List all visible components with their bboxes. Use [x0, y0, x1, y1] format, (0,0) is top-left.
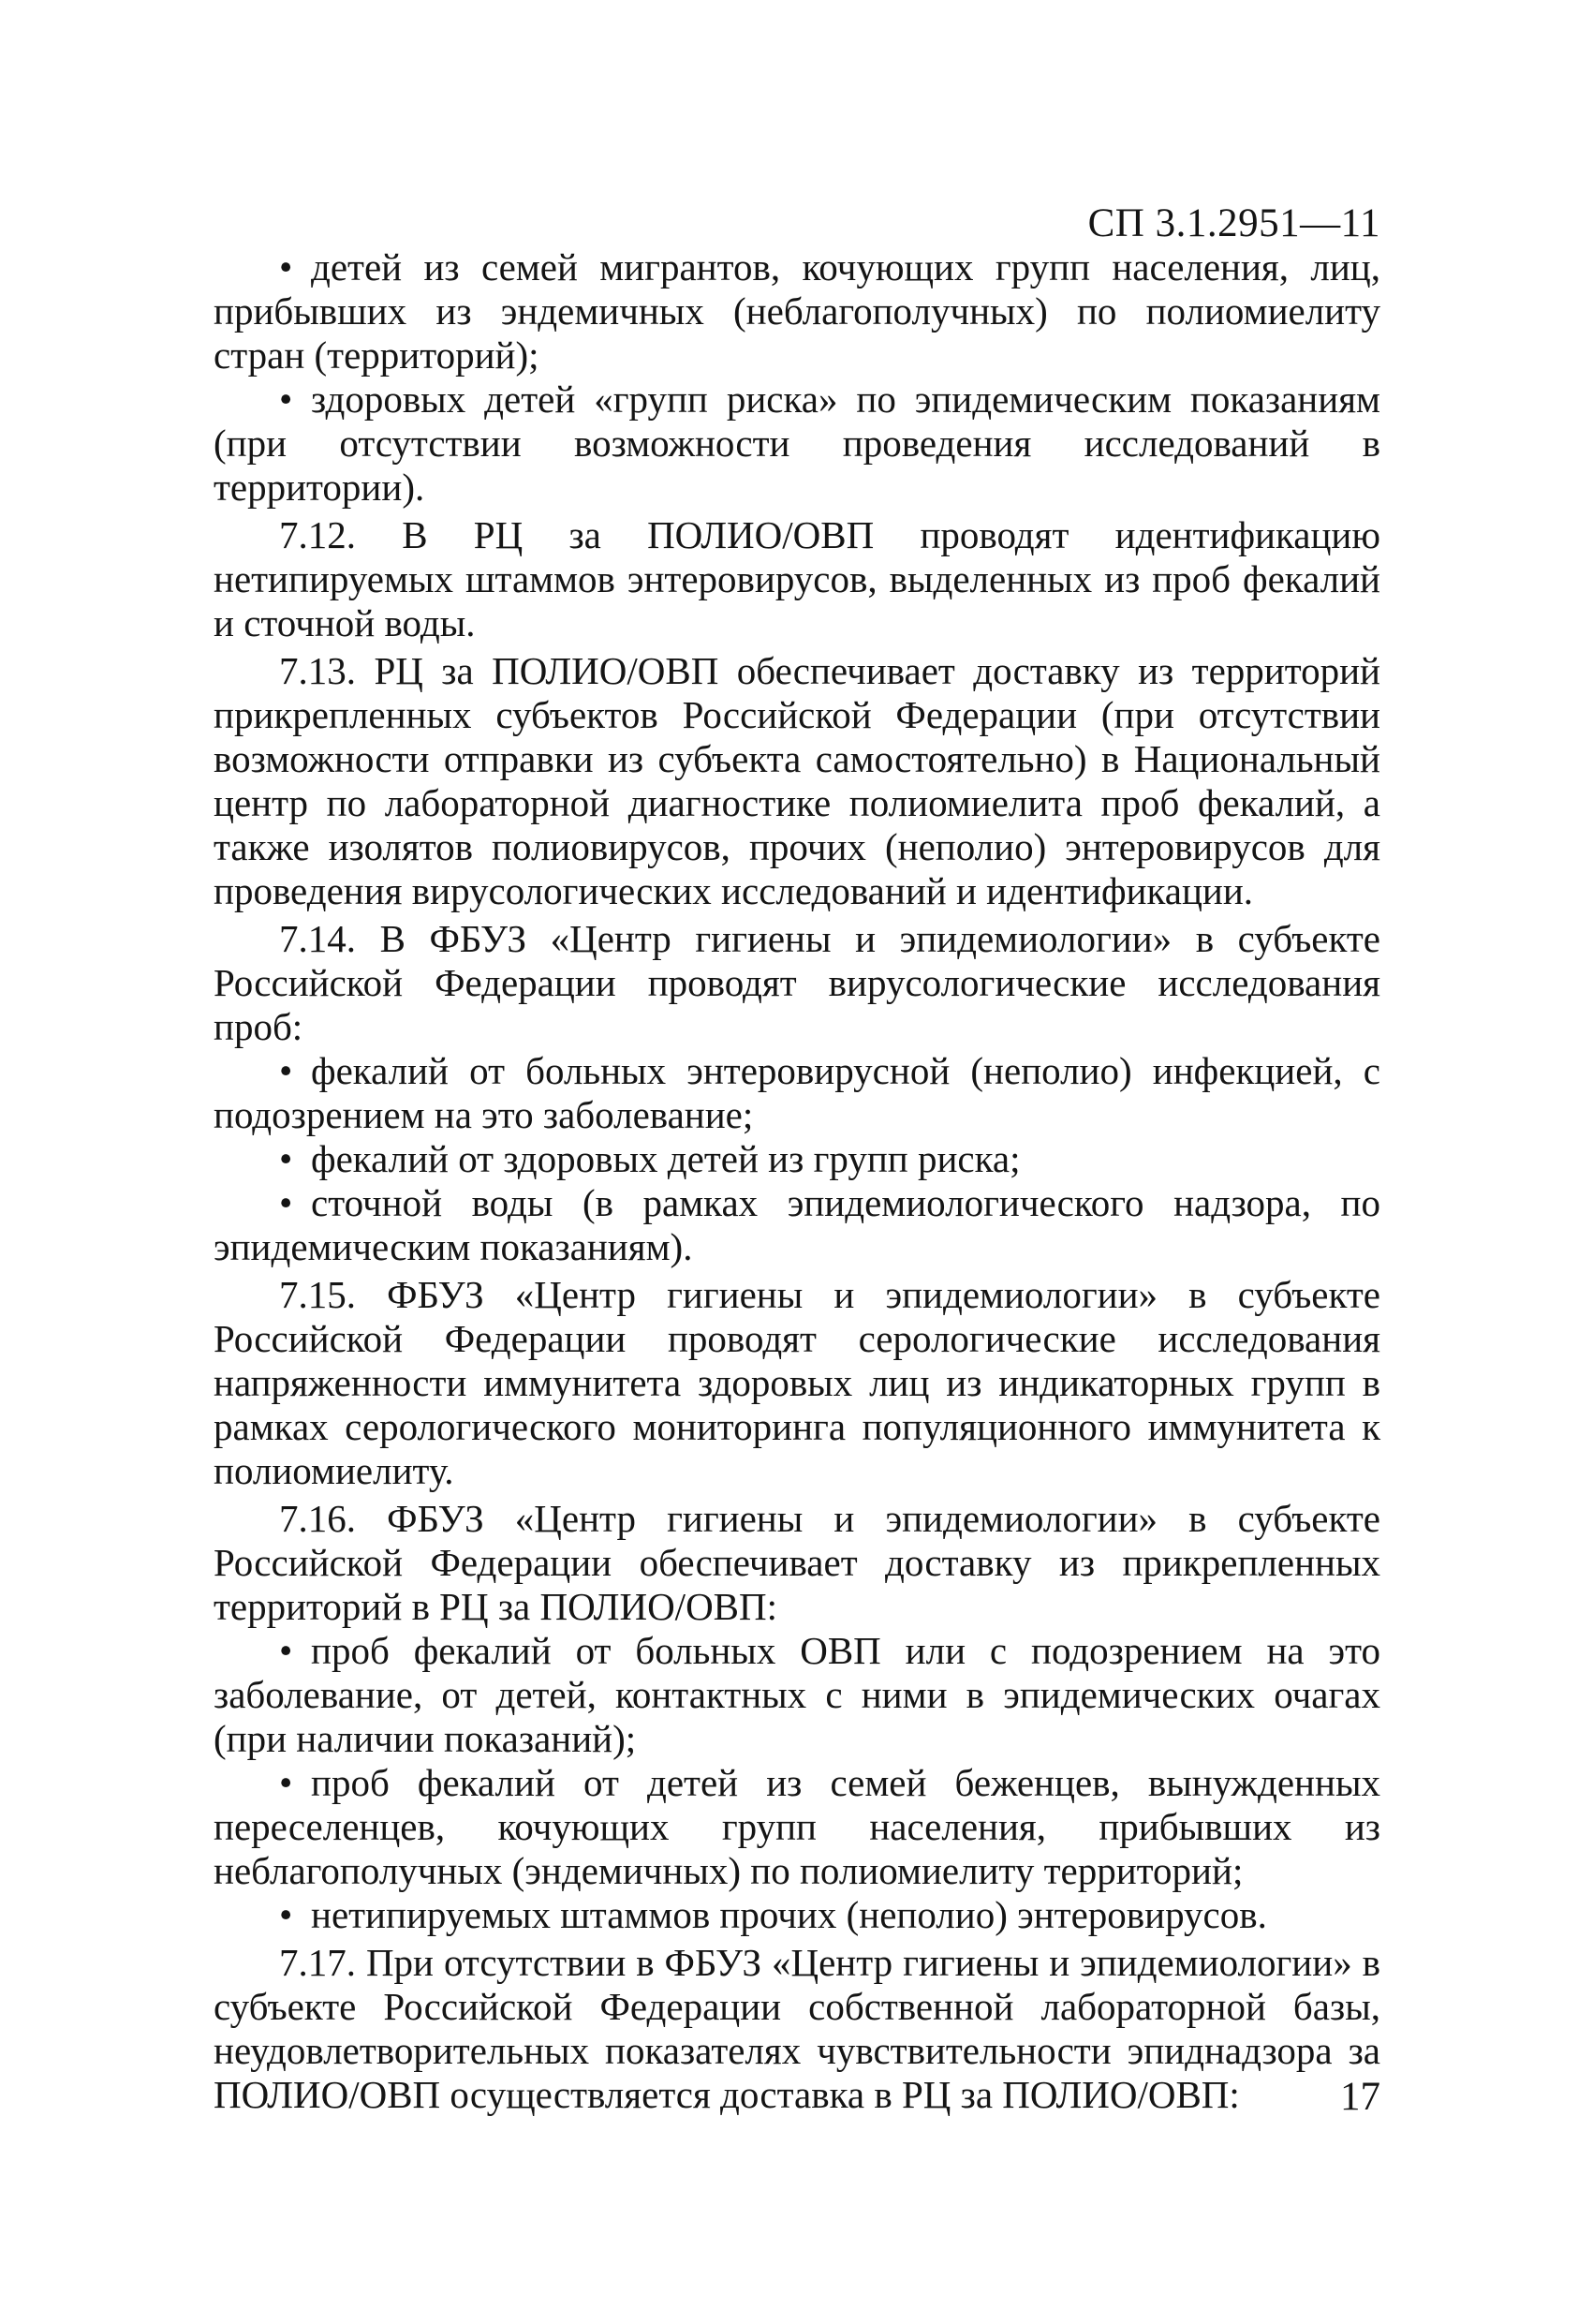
- bullet-afp-samples: • проб фекалий от больных ОВП или с подозрением на это заболевание, от детей, контактных с ними в эпидемических очагах (при наличии показаний);: [214, 1629, 1380, 1761]
- page-number: 17: [1340, 2075, 1380, 2119]
- clause-7-16: 7.16. ФБУЗ «Центр гигиены и эпидемиологии» в субъекте Российской Федерации обеспечивает доставку из прикрепленных территорий в РЦ за ПОЛИО/ОВП:: [214, 1497, 1380, 1628]
- bullet-migrant-children: • детей из семей мигрантов, кочующих групп населения, лиц, прибывших из эндемичных (неблагополучных) по полиомиелиту стран (территорий);: [214, 245, 1380, 377]
- bullet-enterovirus-patients: • фекалий от больных энтеровирусной (неполио) инфекцией, с подозрением на это заболевание;: [214, 1049, 1380, 1137]
- clause-7-14: 7.14. В ФБУЗ «Центр гигиены и эпидемиологии» в субъекте Российской Федерации проводят вирусологические исследования проб:: [214, 917, 1380, 1048]
- clause-7-13: 7.13. РЦ за ПОЛИО/ОВП обеспечивает доставку из территорий прикрепленных субъектов Российской Федерации (при отсутствии возможности отправки из субъекта самостоятельно) в Национальный центр по лабораторной диагностике полиомиелита проб фекалий, а также изолятов полиовирусов, прочих (неполио) энтеровирусов для проведения вирусологических исследований и идентификации.: [214, 649, 1380, 912]
- clause-7-17: 7.17. При отсутствии в ФБУЗ «Центр гигиены и эпидемиологии» в субъекте Российской Федерации собственной лабораторной базы, неудовлетворительных показателях чувствительности эпиднадзора за ПОЛИО/ОВП осуществляется доставка в РЦ за ПОЛИО/ОВП:: [214, 1941, 1380, 2116]
- bullet-risk-group-children: • здоровых детей «групп риска» по эпидемическим показаниям (при отсутствии возможности проведения исследований в территории).: [214, 377, 1380, 510]
- bullet-healthy-risk-children: • фекалий от здоровых детей из групп риска;: [214, 1137, 1380, 1181]
- bullet-waste-water: • сточной воды (в рамках эпидемиологического надзора, по эпидемическим показаниям).: [214, 1181, 1380, 1269]
- clause-7-12: 7.12. В РЦ за ПОЛИО/ОВП проводят идентификацию нетипируемых штаммов энтеровирусов, выделенных из проб фекалий и сточной воды.: [214, 513, 1380, 644]
- document-code: СП 3.1.2951—11: [1087, 201, 1380, 245]
- clause-7-15: 7.15. ФБУЗ «Центр гигиены и эпидемиологии» в субъекте Российской Федерации проводят серологические исследования напряженности иммунитета здоровых лиц из индикаторных групп в рамках серологического мониторинга популяционного иммунитета к полиомиелиту.: [214, 1273, 1380, 1492]
- document-page: [214, 0, 1380, 2324]
- bullet-untyped-strains: • нетипируемых штаммов прочих (неполио) энтеровирусов.: [214, 1893, 1380, 1937]
- bullet-refugee-samples: • проб фекалий от детей из семей беженцев, вынужденных переселенцев, кочующих групп населения, прибывших из неблагополучных (эндемичных) по полиомиелиту территорий;: [214, 1761, 1380, 1893]
- document-body: [214, 245, 1380, 2117]
